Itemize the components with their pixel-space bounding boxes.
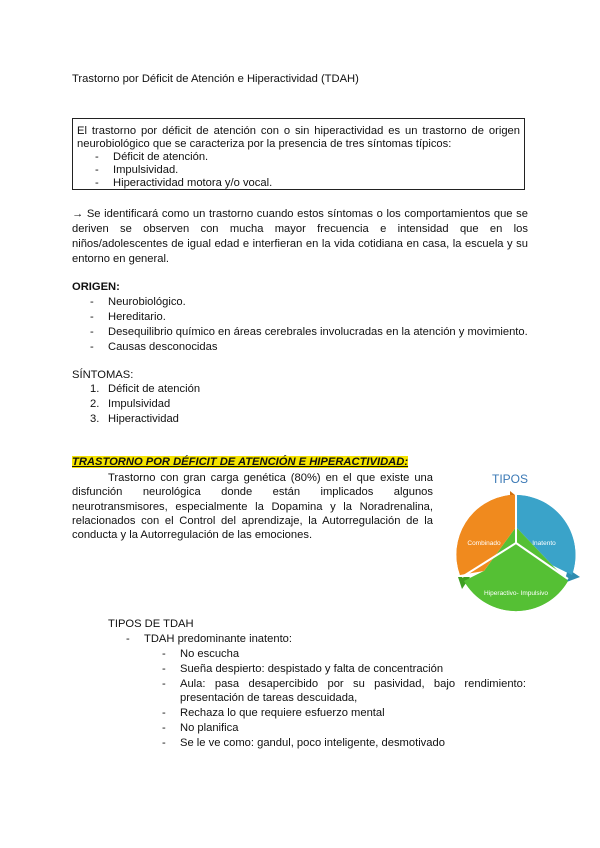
bullet-marker: -: [162, 678, 166, 690]
bullet-marker: -: [162, 722, 166, 734]
bullet-marker: -: [162, 707, 166, 719]
tipos-subheading: TDAH predominante inatento:: [144, 633, 293, 645]
tipos-item: Aula: pasa desapercibido por su pasividad, bajo rendimiento:: [180, 678, 526, 690]
bullet-marker: -: [90, 326, 94, 338]
tipos-item-continuation: presentación de tareas descuidada,: [180, 692, 358, 704]
bullet-marker: -: [162, 663, 166, 675]
bullet-marker: -: [95, 151, 99, 163]
section-line-1: Trastorno con gran carga genética (80%) en el que existe una: [108, 472, 433, 484]
identification-line-4: entorno en general.: [72, 253, 170, 265]
definition-line-2: neurobiológico que se caracteriza por la presencia de tres síntomas típicos:: [77, 138, 452, 150]
bullet-marker: -: [95, 177, 99, 189]
tipos-item: No planifica: [180, 722, 239, 734]
identification-line-2: deriven se observen con mucha mayor frecuencia e intensidad que en los: [72, 223, 528, 235]
sintomas-number: 1.: [90, 383, 100, 395]
origen-heading: ORIGEN:: [72, 281, 120, 293]
origen-item: Causas desconocidas: [108, 341, 218, 353]
bullet-marker: -: [90, 341, 94, 353]
tipos-cycle-diagram: [440, 465, 588, 615]
label-combinado: Combinado: [467, 540, 501, 547]
tipos-heading: TIPOS DE TDAH: [108, 618, 194, 630]
tipos-item: Rechaza lo que requiere esfuerzo mental: [180, 707, 385, 719]
tipos-item: Sueña despierto: despistado y falta de concentración: [180, 663, 444, 675]
section-line-2: disfunción neurológica donde están implicados algunos: [72, 486, 433, 498]
section-line-5: conducta y la Autorregulación de las emociones.: [72, 529, 313, 541]
section-heading-text: TRASTORNO POR DÉFICIT DE ATENCIÓN E HIPERACTIVIDAD:: [72, 456, 409, 468]
bullet-marker: -: [162, 737, 166, 749]
section-line-3: neurotransmisores, especialmente la Dopamina y la Noradrenalina,: [72, 501, 433, 513]
identification-line-3: niños/adolescentes de igual edad e interfieran en la vida cotidiana en casa, la escuela y su: [72, 238, 528, 250]
definition-item: Hiperactividad motora y/o vocal.: [113, 177, 273, 189]
definition-box: [72, 118, 525, 190]
origen-item: Neurobiológico.: [108, 296, 186, 308]
bullet-marker: -: [162, 648, 166, 660]
definition-item: Déficit de atención.: [113, 151, 209, 163]
sintomas-item: Déficit de atención: [108, 383, 201, 395]
sintomas-heading: SÍNTOMAS:: [72, 369, 134, 381]
tipos-item: No escucha: [180, 648, 240, 660]
diagram-title: TIPOS: [491, 472, 529, 486]
label-hiperactivo: Hiperactivo- Impulsivo: [484, 590, 548, 597]
bullet-marker: -: [95, 164, 99, 176]
definition-item: Impulsividad.: [113, 164, 179, 176]
definition-line-1: El trastorno por déficit de atención con o sin hiperactividad es un trastorno de origen: [77, 125, 520, 137]
sintomas-number: 2.: [90, 398, 100, 410]
origen-item: Desequilibrio químico en áreas cerebrales involucradas en la atención y movimiento.: [108, 326, 528, 338]
sintomas-item: Impulsividad: [108, 398, 171, 410]
bullet-marker: -: [90, 296, 94, 308]
section-line-4: relacionados con el Control del aprendizaje, la Autorregulación de la: [72, 515, 433, 527]
tipos-item: Se le ve como: gandul, poco inteligente, desmotivado: [180, 737, 445, 749]
bullet-marker: -: [90, 311, 94, 323]
origen-item: Hereditario.: [108, 311, 166, 323]
section-heading: [72, 455, 408, 469]
label-inatento: Inatento: [532, 540, 556, 547]
bullet-marker: -: [126, 633, 130, 645]
page-title: Trastorno por Déficit de Atención e Hiperactividad (TDAH): [72, 73, 359, 85]
sintomas-item: Hiperactividad: [108, 413, 179, 425]
sintomas-number: 3.: [90, 413, 100, 425]
identification-line-1: → Se identificará como un trastorno cuando estos síntomas o los comportamientos que se: [72, 208, 528, 220]
